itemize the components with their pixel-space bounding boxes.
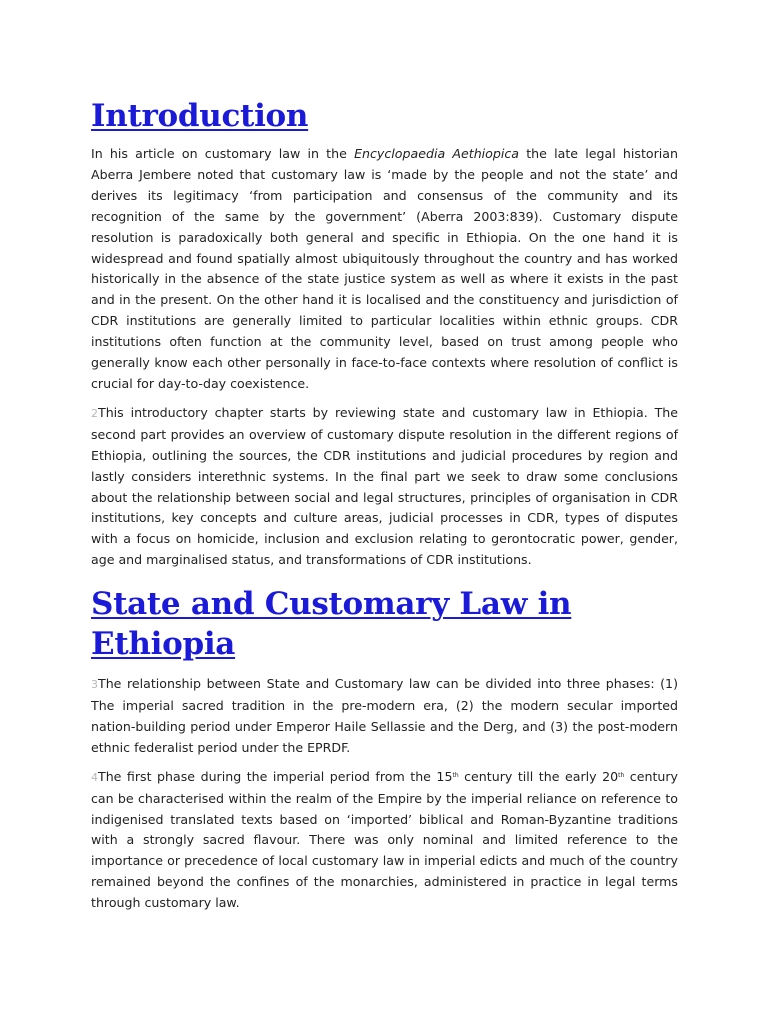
superscript-th: th	[618, 771, 625, 779]
paragraph-1-text-end: the late legal historian Aberra Jembere noted that customary law is ‘made by the people and not the state’ and derives its legitimacy ‘from participation and consensus of the community and its recognition of the same by the government’ (Aberra 2003:839). Customary dispute resolution is paradoxically both general and specific in Ethiopia. On the one hand it is widespread and found spatially almost ubiquitously throughout the country and has worked historically in the absence of the state justice system as well as where it exists in the past and in the present. On the other hand it is localised and the constituency and jurisdiction of CDR institutions are generally limited to particular localities within ethnic groups. CDR institutions often function at the community level, based on trust among people who generally know each other personally in face-to-face contexts where resolution of conflict is crucial for day-to-day coexistence.	[91, 146, 678, 391]
paragraph-2-text: This introductory chapter starts by reviewing state and customary law in Ethiopia. The second part provides an overview of customary dispute resolution in the different regions of Ethiopia, outlining the sources, the CDR institutions and judicial procedures by region and lastly considers interethnic systems. In the final part we seek to draw some conclusions about the relationship between social and legal structures, principles of organisation in CDR institutions, key concepts and culture areas, judicial processes in CDR, types of disputes with a focus on homicide, inclusion and exclusion relating to gerontocratic power, gender, age and marginalised status, and transformations of CDR institutions.	[91, 404, 678, 568]
section-heading-introduction[interactable]: Introduction	[91, 98, 309, 134]
paragraph-4-text-a: The first phase during the imperial period from the 15	[98, 768, 453, 784]
section-heading-state-customary-law[interactable]: State and Customary Law in Ethiopia	[91, 586, 572, 663]
paragraph-3	[91, 674, 678, 759]
paragraph-number: 2	[91, 406, 98, 420]
paragraph-number: 3	[91, 678, 98, 692]
document-page	[91, 96, 678, 922]
paragraph-4	[91, 767, 678, 914]
paragraph-4-text-c: century can be characterised within the realm of the Empire by the imperial reliance on reference to indigenised translated texts based on ‘imported’ biblical and Roman-Byzantine traditions with a strongly sacred flavour. There was only nominal and limited reference to the importance or precedence of local customary law in imperial edicts and much of the country remained beyond the confines of the monarchies, administered in practice in legal terms through customary law.	[91, 768, 678, 911]
paragraph-number: 4	[91, 770, 98, 784]
paragraph-4-text-b: century till the early 20	[458, 768, 619, 784]
paragraph-1	[91, 144, 678, 395]
encyclopaedia-title: Encyclopaedia Aethiopica	[354, 146, 520, 161]
paragraph-2	[91, 403, 678, 571]
paragraph-3-text: The relationship between State and Customary law can be divided into three phases: (1) The imperial sacred tradition in the pre-modern era, (2) the modern secular imported nation-building period under Emperor Haile Sellassie and the Derg, and (3) the post-modern ethnic federalist period under the EPRDF.	[91, 676, 678, 755]
superscript-th: th	[452, 771, 459, 779]
paragraph-1-text-start: In his article on customary law in the	[91, 146, 355, 161]
